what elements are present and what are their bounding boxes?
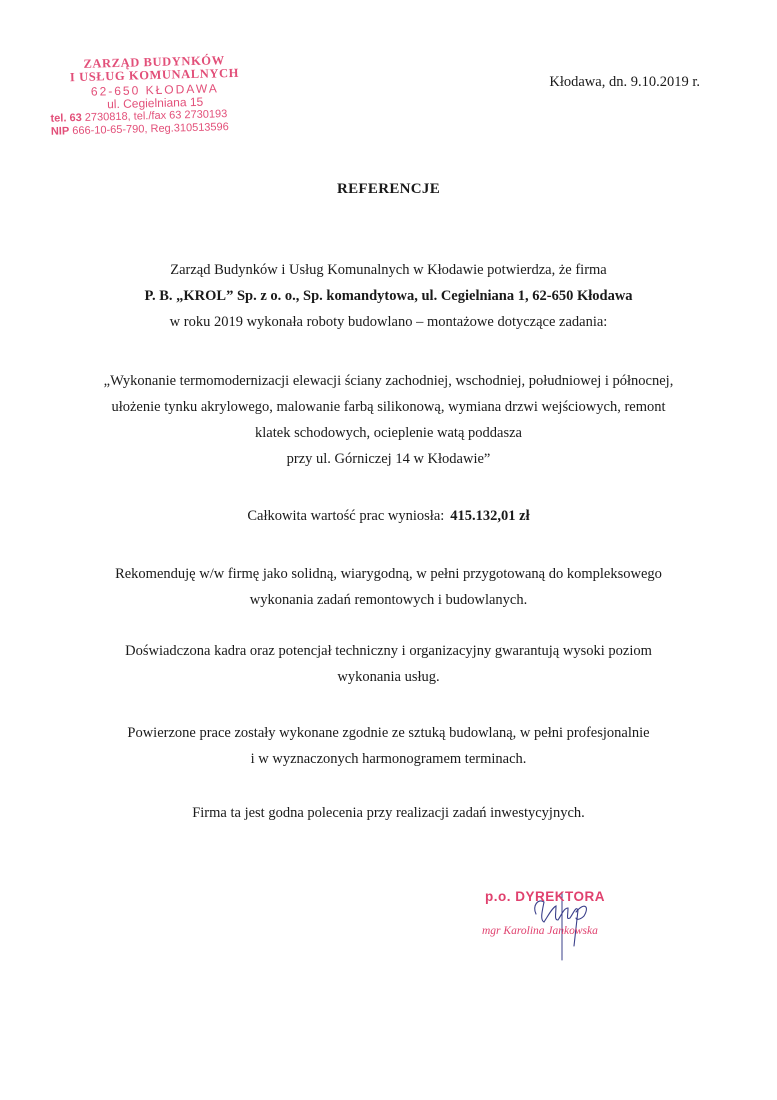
staff-line-1: Doświadczona kadra oraz potencjał techniczny i organizacyjny gwarantują wysoki poziom — [125, 643, 652, 659]
stamp-line-2: I USŁUG KOMUNALNYCH — [69, 65, 240, 85]
stamp-line-4: ul. Cegielniana 15 — [106, 94, 204, 112]
task-line-4: przy ul. Górniczej 14 w Kłodawie” — [286, 451, 491, 467]
stamp-tel-label: tel. 63 — [50, 111, 82, 125]
intro-paragraph — [40, 257, 737, 335]
company-stamp — [43, 53, 267, 139]
task-line-1: „Wykonanie termomodernizacji elewacji ściany zachodniej, wschodniej, południowej i północnej, — [103, 373, 674, 389]
total-value: 415.132,01 zł — [450, 508, 530, 524]
document-title: REFERENCJE — [336, 181, 440, 197]
stamp-line-3: 62-650 KŁODAWA — [90, 81, 219, 99]
stamp-line-1: ZARZĄD BUDYNKÓW — [83, 53, 225, 71]
intro-line-3: w roku 2019 wykonała roboty budowlano – montażowe dotyczące zadania: — [169, 314, 608, 330]
staff-line-2: wykonania usług. — [337, 669, 440, 685]
rec-line-2: wykonania zadań remontowych i budowlanych. — [249, 592, 528, 608]
task-line-3: klatek schodowych, ocieplenie watą poddasza — [255, 425, 522, 441]
work-paragraph — [40, 720, 737, 772]
total-value-line — [40, 503, 737, 529]
stamp-tel-numbers: 2730818, tel./fax 63 2730193 — [84, 108, 228, 124]
signatory-role: p.o. DYREKTORA — [485, 889, 606, 904]
stamp-nip-label: NIP — [50, 125, 70, 138]
task-description — [40, 368, 737, 472]
recommendation-paragraph — [40, 561, 737, 613]
rec-line-1: Rekomenduję w/w firmę jako solidną, wiarygodną, w pełni przygotowaną do kompleksowego — [115, 566, 662, 582]
closing-paragraph: Firma ta jest godna polecenia przy realizacji zadań inwestycyjnych. — [192, 805, 585, 821]
total-label: Całkowita wartość prac wyniosła: — [247, 508, 445, 524]
staff-paragraph — [40, 638, 737, 690]
stamp-nip-numbers: 666-10-65-790, Reg.310513596 — [72, 121, 229, 138]
document-date: Kłodawa, dn. 9.10.2019 r. — [549, 74, 700, 90]
work-line-2: i w wyznaczonych harmonogramem terminach. — [250, 751, 527, 767]
signatory-name: mgr Karolina Jankowska — [482, 925, 598, 937]
task-line-2: ułożenie tynku akrylowego, malowanie farbą silikonową, wymiana drzwi wejściowych, remont — [111, 399, 666, 415]
work-line-1: Powierzone prace zostały wykonane zgodnie ze sztuką budowlaną, w pełni profesjonalnie — [127, 725, 650, 741]
intro-line-1: Zarząd Budynków i Usług Komunalnych w Kłodawie potwierdza, że firma — [170, 262, 607, 278]
intro-company: P. B. „KROL” Sp. z o. o., Sp. komandytowa, ul. Cegielniana 1, 62-650 Kłodawa — [144, 288, 633, 304]
